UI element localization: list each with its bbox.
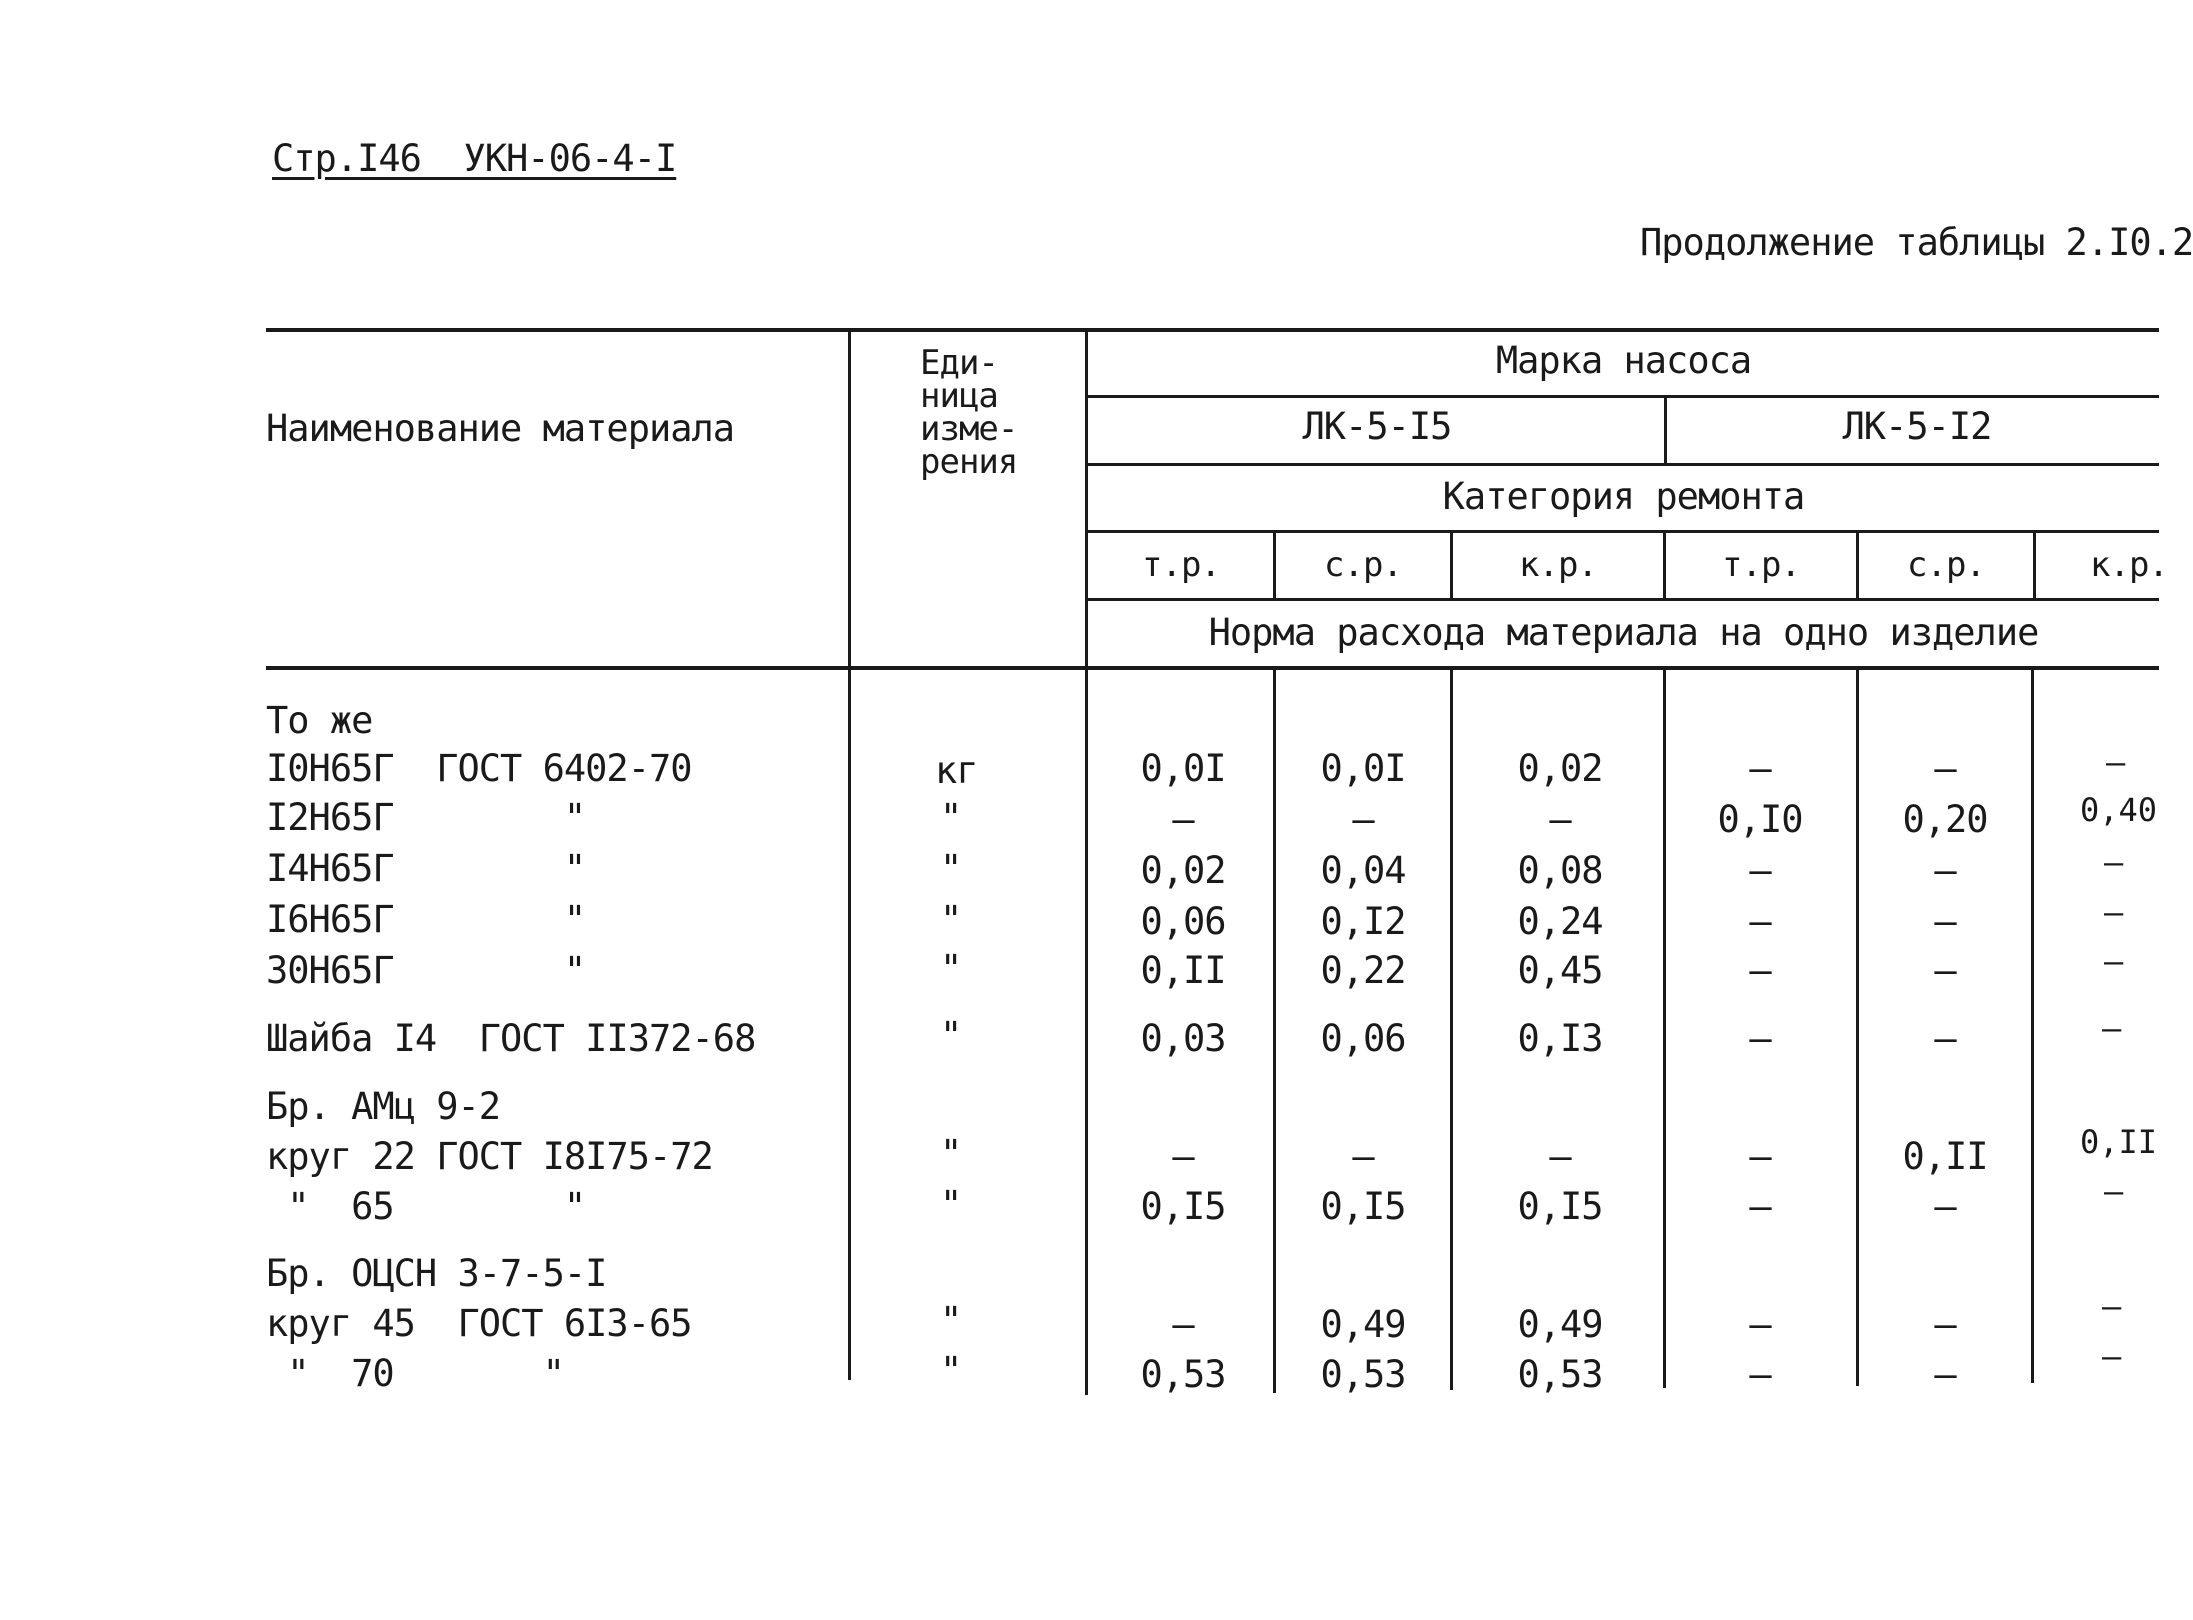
row-value: 0,II (1140, 949, 1226, 992)
row-material-name: Бр. АМц 9-2 (266, 1085, 501, 1128)
header-unit-line: рения (920, 442, 1018, 482)
row-value: 0,03 (1140, 1017, 1226, 1060)
row-unit: " (940, 847, 962, 890)
row-value: 0,0I (1320, 747, 1406, 790)
row-value: – (1749, 900, 1771, 943)
row-unit: " (940, 796, 962, 839)
row-material-name: круг 22 ГОСТ I8I75-72 (266, 1135, 713, 1178)
row-value: – (1934, 1185, 1956, 1228)
row-value: 0,I3 (1517, 1017, 1603, 1060)
header-pump-brand: Марка насоса (1495, 339, 1752, 382)
header-unit (920, 343, 1018, 482)
row-value: – (1172, 1303, 1194, 1346)
row-value: 0,53 (1320, 1353, 1406, 1396)
header-category-cell: т.р. (1722, 545, 1800, 585)
row-value: – (1172, 798, 1194, 841)
row-value: 0,II (1902, 1135, 1988, 1178)
row-value: 0,I0 (1717, 798, 1803, 841)
row-value: 0,49 (1517, 1303, 1603, 1346)
page-header-ref: Стр.I46 УКН-06-4-I (272, 137, 677, 180)
row-value: – (1172, 1135, 1194, 1178)
row-value: 0,02 (1517, 747, 1603, 790)
row-value: – (1749, 1017, 1771, 1060)
row-value: – (2102, 1009, 2122, 1047)
row-value: – (2104, 942, 2124, 980)
row-value: – (1749, 949, 1771, 992)
header-unit-line: изме- (920, 409, 1018, 449)
row-value: – (1934, 900, 1956, 943)
row-value: – (2104, 843, 2124, 881)
row-value: 0,06 (1320, 1017, 1406, 1060)
row-value: 0,24 (1517, 900, 1603, 943)
row-value: – (1749, 1185, 1771, 1228)
header-category-cell: к.р. (1519, 545, 1597, 585)
header-category-cell: к.р. (2090, 545, 2168, 585)
row-value: 0,40 (2080, 791, 2158, 829)
row-value: – (2104, 893, 2124, 931)
row-value: 0,06 (1140, 900, 1226, 943)
row-material-name: I6Н65Г " (266, 898, 586, 941)
row-unit: кг (935, 749, 978, 792)
row-value: – (1749, 849, 1771, 892)
row-value: 0,I2 (1320, 900, 1406, 943)
row-value: – (2102, 1287, 2122, 1325)
row-value: 0,22 (1320, 949, 1406, 992)
row-value: – (1934, 949, 1956, 992)
row-value: 0,53 (1517, 1353, 1603, 1396)
row-value: – (1934, 1303, 1956, 1346)
row-material-name: " 65 " (266, 1185, 586, 1228)
row-material-name: Бр. ОЦСН 3-7-5-I (266, 1252, 607, 1295)
row-value: 0,I5 (1320, 1185, 1406, 1228)
header-norm: Норма расхода материала на одно изделие (1208, 611, 2039, 654)
row-value: – (1749, 1353, 1771, 1396)
row-unit: " (940, 1183, 962, 1226)
header-repair-category: Категория ремонта (1442, 475, 1805, 518)
row-value: – (1749, 747, 1771, 790)
row-material-name: круг 45 ГОСТ 6I3-65 (266, 1302, 692, 1345)
row-value: – (2104, 1172, 2124, 1210)
row-value: 0,49 (1320, 1303, 1406, 1346)
row-value: 0,53 (1140, 1353, 1226, 1396)
header-unit-line: ница (920, 376, 998, 416)
row-value: – (1352, 1135, 1374, 1178)
row-value: 0,08 (1517, 849, 1603, 892)
header-category-cell: с.р. (1907, 545, 1985, 585)
row-value: 0,45 (1517, 949, 1603, 992)
row-value: 0,02 (1140, 849, 1226, 892)
header-category-cell: с.р. (1324, 545, 1402, 585)
row-material-name: " 70 " (266, 1352, 564, 1395)
row-material-name: То же (266, 699, 373, 742)
row-value: – (2106, 743, 2126, 781)
row-value: 0,0I (1140, 747, 1226, 790)
row-value: – (1934, 747, 1956, 790)
header-unit-line: Еди- (920, 343, 998, 383)
row-value: 0,I5 (1517, 1185, 1603, 1228)
row-value: – (1749, 1303, 1771, 1346)
row-value: – (1934, 1017, 1956, 1060)
header-category-cell: т.р. (1142, 545, 1220, 585)
table-continuation-caption: Продолжение таблицы 2.I0.2 (1640, 221, 2193, 264)
row-value: – (2102, 1337, 2122, 1375)
row-material-name: 30Н65Г " (266, 949, 586, 992)
header-pump-lk-5-12: ЛК-5-I2 (1842, 405, 1992, 448)
row-value: – (1934, 1353, 1956, 1396)
row-unit: " (940, 898, 962, 941)
row-material-name: I2Н65Г " (266, 796, 586, 839)
row-value: – (1549, 798, 1571, 841)
row-material-name: Шайба I4 ГОСТ II372-68 (266, 1017, 756, 1060)
row-value: 0,I5 (1140, 1185, 1226, 1228)
row-value: – (1352, 798, 1374, 841)
row-material-name: I0Н65Г ГОСТ 6402-70 (266, 747, 692, 790)
row-value: 0,II (2080, 1123, 2158, 1161)
row-unit: " (940, 1349, 962, 1392)
row-unit: " (940, 1014, 962, 1057)
row-value: – (1749, 1135, 1771, 1178)
row-unit: " (940, 1132, 962, 1175)
header-pump-lk-5-15: ЛК-5-I5 (1302, 405, 1452, 448)
header-material-name: Наименование материала (266, 407, 735, 450)
row-value: – (1934, 849, 1956, 892)
row-unit: " (940, 947, 962, 990)
row-value: – (1549, 1135, 1571, 1178)
row-unit: " (940, 1299, 962, 1342)
row-value: 0,20 (1902, 798, 1988, 841)
row-material-name: I4Н65Г " (266, 847, 586, 890)
row-value: 0,04 (1320, 849, 1406, 892)
